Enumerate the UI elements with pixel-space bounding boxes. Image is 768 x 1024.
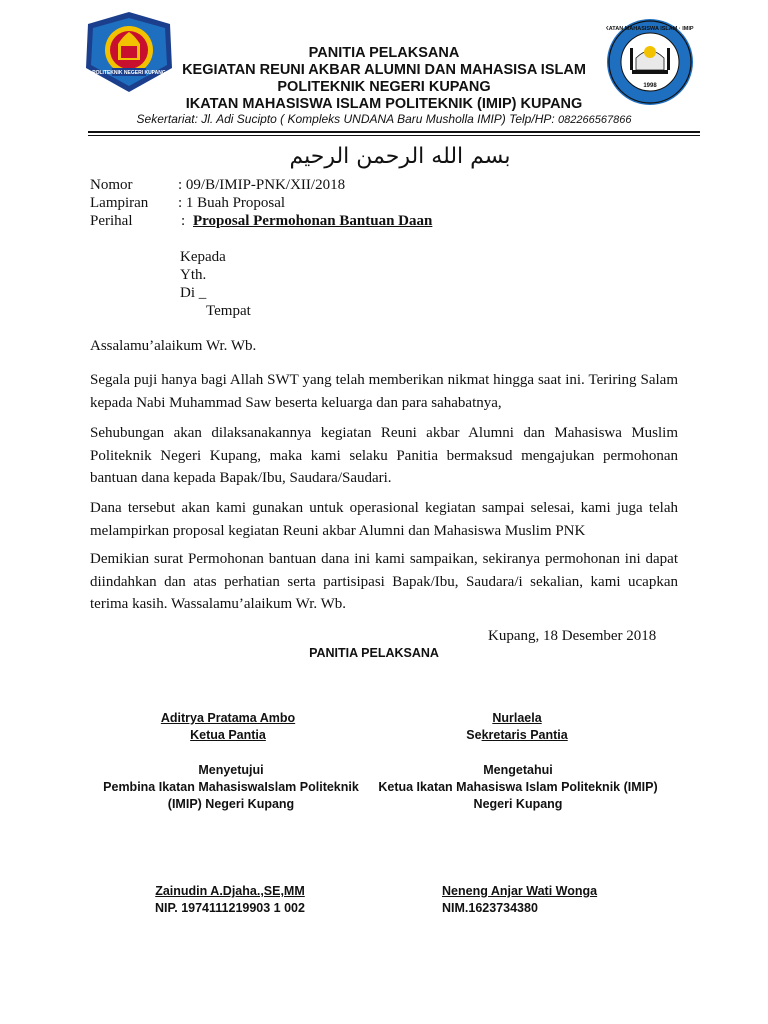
di: Di _ xyxy=(180,285,207,301)
perihal-value: Proposal Permohonan Bantuan Daan xyxy=(193,213,433,229)
mengetahui: Mengetahui xyxy=(483,763,553,777)
ketua-imip-line-1: Ketua Ikatan Mahasiswa Islam Politeknik (IMIP) xyxy=(378,780,658,794)
paragraph-3-text: Dana tersebut akan kami gunakan untuk operasional kegiatan sampai selesai, kami juga telah melampirkan proposal kegiatan Reuni akbar Alumni dan Mahasiswa Muslim PNK xyxy=(90,500,678,539)
imip-logo-year: 1998 xyxy=(643,83,657,89)
header-line-4: IKATAN MAHASISWA ISLAM POLITEKNIK (IMIP) KUPANG xyxy=(185,96,583,112)
kepada: Kepada xyxy=(180,249,226,265)
perihal-colon: : xyxy=(181,213,186,229)
header-line-1: PANITIA PELAKSANA xyxy=(308,45,460,61)
pembina-line-1: Pembina Ikatan MahasiswaIslam Politeknik xyxy=(103,780,359,794)
paragraph-4 xyxy=(90,548,678,616)
sekretaris-name: Nurlaela xyxy=(492,711,542,725)
pembina-line-2: (IMIP) Negeri Kupang xyxy=(167,797,295,811)
paragraph-3 xyxy=(90,497,678,542)
menyetujui-block xyxy=(88,762,374,813)
pembina-name: Zainudin A.Djaha.,SE,MM xyxy=(155,884,305,898)
signatory-ketua-imip xyxy=(400,883,636,917)
politeknik-logo-text: POLITEKNIK NEGERI KUPANG xyxy=(92,70,166,76)
paragraph-4-text: Demikian surat Permohonan bantuan dana ini kami sampaikan, sekiranya permohonan ini dapat diindahkan dan atas perhatian serta partisipasi Bapak/Ibu, Saudara/i sekalian, kami ucapkan terima kasih. Wassalamu’alaikum Wr. Wb. xyxy=(90,551,678,612)
paragraph-2 xyxy=(90,422,678,490)
signatory-ketua xyxy=(128,710,328,744)
greeting: Assalamu’alaikum Wr. Wb. xyxy=(90,338,257,354)
yth: Yth. xyxy=(180,267,207,283)
bismillah-calligraphy: بسم الله الرحمن الرحيم xyxy=(289,144,511,169)
address-text: Sekertariat: Jl. Adi Sucipto ( Kompleks UNDANA Baru Musholla IMIP) Telp/HP: xyxy=(136,112,559,126)
menyetujui: Menyetujui xyxy=(198,763,264,777)
paragraph-2-text: Sehubungan akan dilaksanakannya kegiatan Reuni akbar Alumni dan Mahasiswa Muslim Politeknik Negeri Kupang, maka kami selaku Panitia bermaksud mengajukan permohonan bantuan dana kepada Bapak/Ibu, Saudara/Saudari. xyxy=(90,425,678,486)
lampiran-label: Lampiran xyxy=(90,195,149,211)
header-line-2: KEGIATAN REUNI AKBAR ALUMNI DAN MAHASISA ISLAM xyxy=(182,62,586,78)
paragraph-1-text: Segala puji hanya bagi Allah SWT yang telah memberikan nikmat hingga saat ini. Teriring Salam kepada Nabi Muhammad Saw beserta keluarga dan para sahabatnya, xyxy=(90,372,678,411)
address-phone: 082266567866 xyxy=(558,114,632,126)
header-line-3: POLITEKNIK NEGERI KUPANG xyxy=(277,79,491,95)
committee-title: PANITIA PELAKSANA xyxy=(309,646,439,660)
nomor-value: : 09/B/IMIP-PNK/XII/2018 xyxy=(178,177,346,193)
perihal-label: Perihal xyxy=(90,213,133,229)
place-date: Kupang, 18 Desember 2018 xyxy=(488,628,657,644)
signatory-sekretaris xyxy=(432,710,602,744)
header-rule-thick xyxy=(88,131,700,133)
ketua-imip-line-2: Negeri Kupang xyxy=(473,797,563,811)
sekretaris-role xyxy=(432,727,602,744)
header-address xyxy=(0,112,768,126)
signatory-pembina xyxy=(110,883,350,917)
lampiran-value: : 1 Buah Proposal xyxy=(178,195,286,211)
sekretaris-role-rest: kretaris Pantia xyxy=(481,728,568,742)
sekretaris-role-prefix: Se xyxy=(466,728,482,742)
ketua-imip-nim: NIM.1623734380 xyxy=(442,901,538,915)
ketua-role: Ketua Pantia xyxy=(190,728,266,742)
ketua-imip-name: Neneng Anjar Wati Wonga xyxy=(442,884,598,898)
paragraph-1 xyxy=(90,369,678,414)
pembina-nip: NIP. 1974111219903 1 002 xyxy=(155,901,305,915)
mengetahui-block xyxy=(370,762,666,813)
imip-logo-text: IKATAN MAHASISWA ISLAM · IMIP · xyxy=(606,26,694,32)
nomor-label: Nomor xyxy=(90,177,133,193)
ketua-name: Aditrya Pratama Ambo xyxy=(160,711,296,725)
tempat: Tempat xyxy=(206,303,251,319)
header-rule-thin xyxy=(88,135,700,136)
